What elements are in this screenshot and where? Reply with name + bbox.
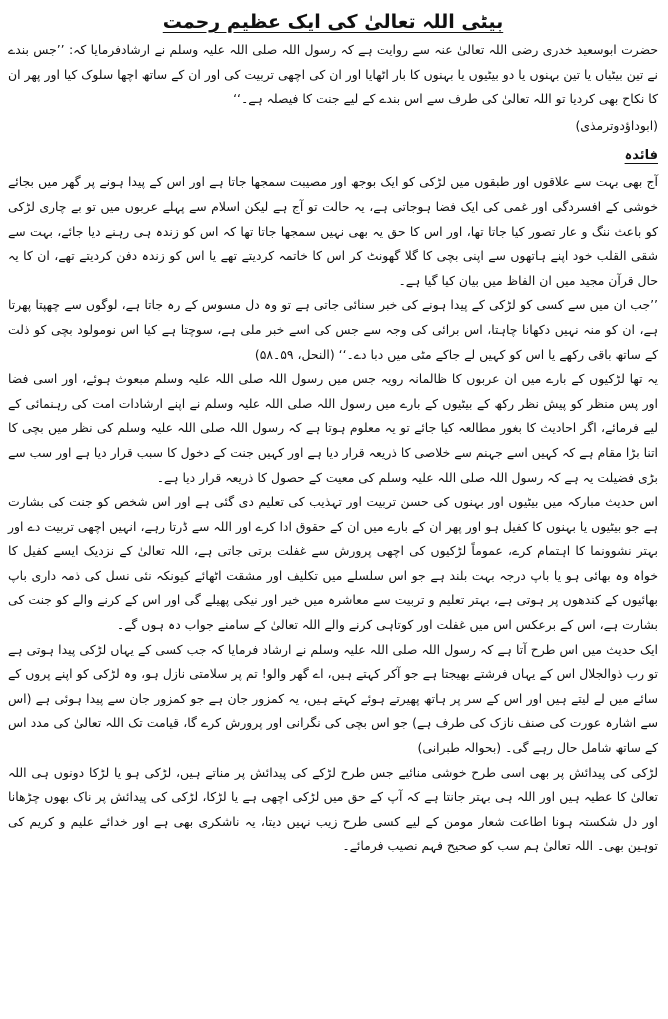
paragraph-context: آج بھی بہت سے علاقوں اور طبقوں میں لڑکی کو ایک بوجھ اور مصیبت سمجھا جاتا ہے اور اس کے پیدا ہونے پر گھر میں بجائے خوشی کے افسردگی اور غمی کی ایک فضا ہوجاتی ہے، یہ حالت تو آج ہے لیکن اسلام سے پہلے عربوں میں تو بے چاری لڑکی کو باعث ننگ و عار تصور کیا جاتا تھا، اور اس کا حق یہ بھی نہیں سمجھا جاتا تھا کہ اس کو زندہ ہی رہنے دیا جائے، بہت سے شقی القلب خود اپنے ہاتھوں سے اپنی بچی کا گلا گھونٹ کر اس کا خاتمہ کردیتے تھے یا اس کو زندہ دفن کردیتے تھے، ان کا یہ حال قرآن مجید میں ان الفاظ میں بیان کیا گیا ہے۔ <box>8 174 658 288</box>
paragraph-hadith-explanation: اس حدیث مبارکہ میں بیٹیوں اور بہنوں کی حسن تربیت اور تہذیب کی تعلیم دی گئی ہے اور اس شخص کو جنت کی بشارت ہے جو بیٹیوں یا بہنوں کا کفیل ہو اور پھر ان کے بارے میں ان کے حقوق ادا کرے اور اللہ سے ڈرتا رہے، انہیں اچھی تربیت دے اور بہتر نشوونما کا اہتمام کرے، عموماً لڑکیوں کی اچھی پرورش سے غفلت برتی جاتی ہے، اللہ تعالیٰ کے نزدیک ایسے کفیل کا خواہ وہ بھائی ہو یا باپ درجہ بہت بلند ہے جو اس سلسلے میں تکلیف اور مشقت اٹھائے کیونکہ نئی نسل کی ذمہ داری باپ بھائیوں کے کندھوں پر ہوتی ہے، بہتر تعلیم و تربیت سے معاشرہ میں خیر اور نیکی پھیلے گی اور اس کے کرنے والے کو جنت کی بشارت ہے، اس کے برعکس اس میں غفلت اور کوتاہی کرنے والے اللہ تعالیٰ کے سامنے جواب دہ ہوں گے۔ <box>8 494 658 633</box>
quran-quote <box>8 293 658 367</box>
paragraph-angels-hadith <box>8 638 658 761</box>
tabarani-reference: (بحوالہ طبرانی) <box>417 740 502 756</box>
hadith-text: حضرت ابوسعید خدری رضی اللہ تعالیٰ عنہ سے روایت ہے کہ رسول اللہ صلی اللہ علیہ وسلم نے ارشادفرمایا کہ: ’’جس بندے نے تین بیٹیاں یا تین بہنوں یا دو بیٹیوں یا بہنوں کا بار اٹھایا اور ان کی اچھی تربیت کی اور ان کے ساتھ اچھا سلوک کیا اور پھر ان کا نکاح بھی کردیا تو اللہ تعالیٰ کی طرف سے اس بندے کے لیے جنت کا فیصلہ ہے۔‘‘ <box>8 42 658 107</box>
section-heading <box>8 144 658 168</box>
angels-hadith-text: ایک حدیث میں اس طرح آتا ہے کہ رسول اللہ صلی اللہ علیہ وسلم نے ارشاد فرمایا کہ جب کسی کے یہاں لڑکی پیدا ہوتی ہے تو رب ذوالجلال اس کے یہاں فرشتے بھیجتا ہے جو آکر کہتے ہیں، اے گھر والو! تم پر سلامتی نازل ہو، وہ لڑکی کو اپنے پروں کے سائے میں لے لیتے ہیں اور اس کے سر پر ہاتھ پھیرتے ہوئے کہتے ہیں، یہ کمزور جان ہے جو کمزور جان سے پیدا ہوئی ہے (اس سے اشارہ عورت کی صنف نازک کی طرف ہے) جو اس بچی کی نگرانی اور پرورش کرے گا، قیامت تک اللہ تعالیٰ کی مدد اس کے ساتھ شامل حال رہے گی۔ <box>8 641 658 756</box>
paragraph-conclusion: لڑکی کی پیدائش پر بھی اسی طرح خوشی منائیے جس طرح لڑکے کی پیدائش پر مناتے ہیں، لڑکی ہو یا لڑکا دونوں ہی اللہ تعالیٰ کا عطیہ ہیں اور اللہ ہی بہتر جانتا ہے کہ آپ کے حق میں لڑکی اچھی ہے یا لڑکا، لڑکی کی پیدائش پر ناک بھوں چڑھانا اور دل شکستہ ہونا اطاعت شعار مومن کے لیے کسی طرح زیب نہیں دیتا، یہ ناشکری بھی ہے اور خدائے علیم و کریم کی توہین بھی۔ اللہ تعالیٰ ہم سب کو صحیح فہم نصیب فرمائے۔ <box>8 764 658 854</box>
section-heading-text: فائدہ <box>624 148 658 164</box>
quran-reference: (النحل، ۵۹۔۵۸) <box>254 346 335 362</box>
hadith-reference <box>8 114 658 139</box>
paragraph-prophetic-guidance: یہ تھا لڑکیوں کے بارے میں ان عربوں کا ظالمانہ رویہ جس میں رسول اللہ صلی اللہ علیہ وسلم مبعوث ہوئے، اور اسی فضا اور پس منظر کو پیش نظر رکھ کے بیٹیوں کے بارے میں رسول اللہ صلی اللہ علیہ وسلم نے اپنے ارشادات امت کی رہنمائی کے لیے فرمائے، اگر احادیث کا بغور مطالعہ کیا جائے تو یہ معلوم ہوتا ہے کہ رسول اللہ صلی اللہ علیہ وسلم کی نظر میں بچی کا اتنا بڑا مقام ہے کہ کہیں اسے جہنم سے خلاصی کا ذریعہ قرار دیا ہے اور کہیں جنت کے دخول کا سبب قرار دیا ہے اور سب سے بڑی فضیلت یہ ہے کہ رسول اللہ صلی اللہ علیہ وسلم کی معیت کے حصول کا ذریعہ قرار دیا ہے۔ <box>8 371 658 485</box>
article-title: بیٹی اللہ تعالیٰ کی ایک عظیم رحمت <box>162 11 504 33</box>
quran-quote-text: ’’جب ان میں سے کسی کو لڑکی کے پیدا ہونے کی خبر سنائی جاتی ہے تو وہ دل مسوس کے رہ جاتا ہے، لوگوں سے چھپتا پھرتا ہے، ان کو منہ نہیں دکھانا چاہتا، اس برائی کی وجہ سے جس کی اسے خبر ملی ہے، سوچتا ہے کیا اس نومولود بچی کو ذلت کے ساتھ باقی رکھے یا اس کو کہیں لے جاکے مٹی میں دبا دے۔‘‘ <box>8 297 658 362</box>
hadith-reference-text: (ابوداؤدوترمذی) <box>575 117 658 133</box>
